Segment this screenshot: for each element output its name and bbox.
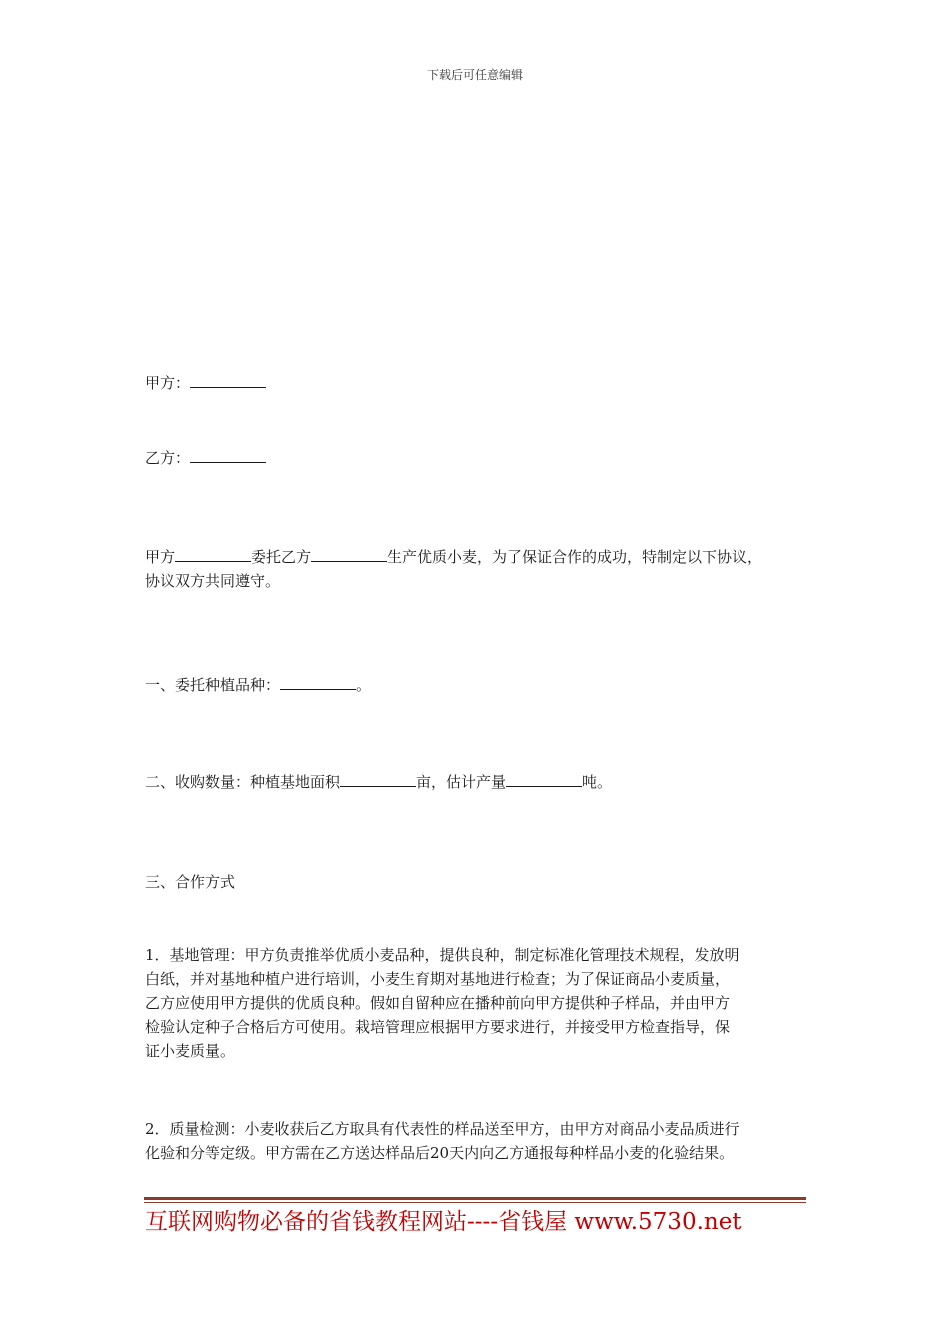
party-b-label: 乙方： bbox=[145, 449, 191, 467]
clause-1-line: 乙方应使用甲方提供的优质良种。假如自留种应在播种前向甲方提供种子样品，并由甲方 bbox=[145, 994, 731, 1012]
clause-1-line: 证小麦质量。 bbox=[145, 1042, 236, 1060]
clause-2-paragraph bbox=[145, 1117, 813, 1165]
item-2-text-b: 亩，估计产量 bbox=[416, 773, 507, 791]
intro-line-2: 协议双方共同遵守。 bbox=[145, 572, 281, 590]
clause-2-line: 2．质量检测：小麦收获后乙方取具有代表性的样品送至甲方，由甲方对商品小麦品质进行 bbox=[145, 1120, 740, 1138]
item-2-line bbox=[145, 770, 612, 794]
intro-text-a: 甲方 bbox=[145, 548, 176, 566]
party-b-line bbox=[145, 446, 266, 470]
footer-divider-thin bbox=[144, 1202, 806, 1203]
item-1-end: 。 bbox=[356, 676, 372, 694]
footer-divider bbox=[144, 1197, 806, 1200]
party-a-line bbox=[145, 371, 266, 395]
party-a-blank bbox=[190, 372, 266, 388]
item-2-blank-a bbox=[340, 771, 416, 787]
clause-1-paragraph bbox=[145, 943, 813, 1063]
intro-line-1 bbox=[145, 545, 813, 569]
item-1-blank bbox=[280, 674, 356, 690]
item-2-text-c: 吨。 bbox=[582, 773, 613, 791]
clause-1-line: 1．基地管理：甲方负责推举优质小麦品种，提供良种，制定标准化管理技术规程，发放明 bbox=[145, 946, 740, 964]
item-1-line bbox=[145, 673, 371, 697]
page-header-note: 下载后可任意编辑 bbox=[426, 68, 523, 82]
intro-paragraph bbox=[145, 545, 813, 593]
clause-1-line: 白纸，并对基地种植户进行培训，小麦生育期对基地进行检查；为了保证商品小麦质量， bbox=[145, 970, 731, 988]
intro-blank-a bbox=[175, 546, 251, 562]
item-2-text-a: 二、收购数量：种植基地面积 bbox=[145, 773, 341, 791]
clause-2-line: 化验和分等定级。甲方需在乙方送达样品后20天内向乙方通报每种样品小麦的化验结果。 bbox=[145, 1144, 735, 1162]
party-b-blank bbox=[190, 447, 266, 463]
intro-text-b: 委托乙方 bbox=[251, 548, 312, 566]
item-3-heading: 三、合作方式 bbox=[145, 873, 236, 891]
clause-1-line: 检验认定种子合格后方可使用。栽培管理应根据甲方要求进行，并接受甲方检查指导，保 bbox=[145, 1018, 731, 1036]
party-a-label: 甲方： bbox=[145, 374, 191, 392]
footer-ad-link[interactable]: 互联网购物必备的省钱教程网站----省钱屋 www.5730.net bbox=[145, 1209, 742, 1235]
item-1-label: 一、委托种植品种： bbox=[145, 676, 281, 694]
intro-blank-b bbox=[311, 546, 387, 562]
intro-text-c: 生产优质小麦，为了保证合作的成功，特制定以下协议， bbox=[387, 548, 763, 566]
item-2-blank-b bbox=[506, 771, 582, 787]
